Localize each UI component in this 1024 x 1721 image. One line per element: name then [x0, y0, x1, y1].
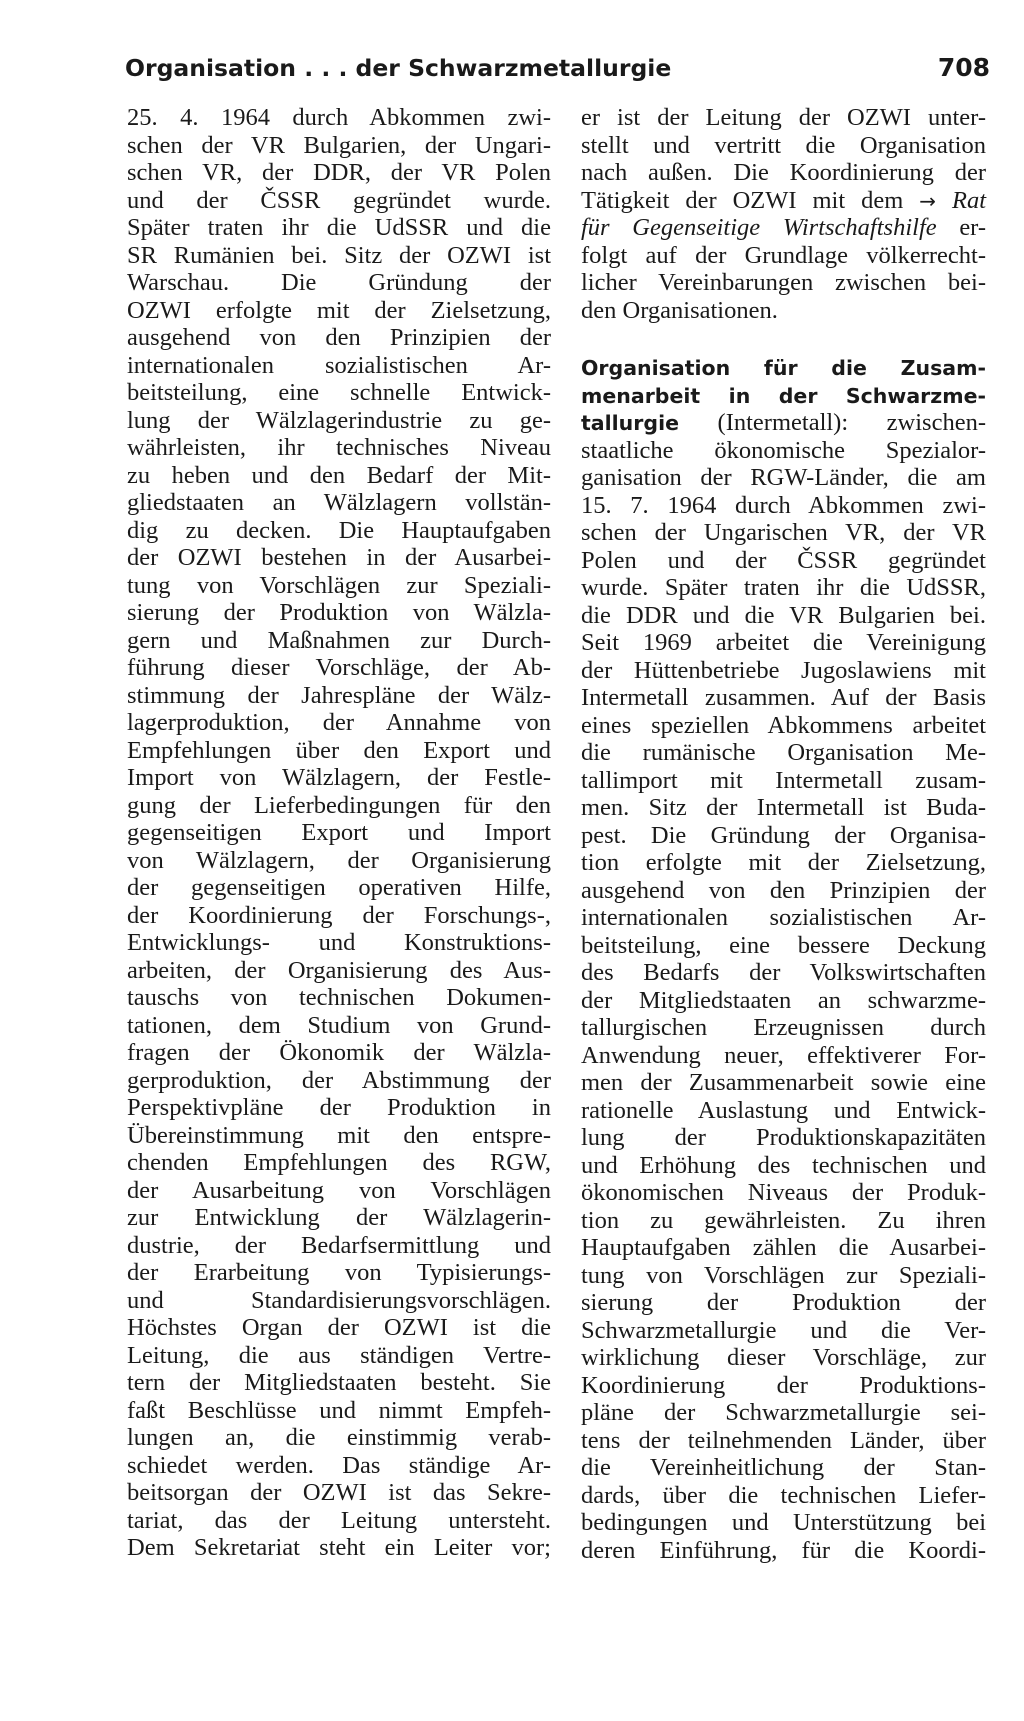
entry-headword-part-2: menarbeit in der Schwarzme- — [581, 383, 986, 408]
text-line: Anwendung neuer, effektiverer For- — [581, 1041, 986, 1069]
text-line: dig zu decken. Die Hauptaufgaben — [127, 516, 551, 544]
text-line: Import von Wälzlagern, der Festle- — [127, 764, 551, 791]
text-line: stellt und vertritt die Organisation — [581, 131, 986, 159]
crossref-tail-text: er- — [959, 214, 987, 241]
text-line: lungen an, die einstimmig verab- — [127, 1424, 551, 1451]
text-line: tung von Vorschlägen zur Speziali- — [581, 1261, 986, 1289]
text-line: Höchstes Organ der OZWI ist die — [127, 1314, 551, 1341]
text-line: sierung der Produktion der — [581, 1289, 986, 1316]
text-line: währleisten, ihr technisches Niveau — [127, 434, 551, 461]
text-line: sierung der Produktion von Wälzla- — [127, 599, 551, 626]
text-line: ausgehend von den Prinzipien der — [581, 876, 986, 904]
text-line: beitsorgan der OZWI ist das Sekre- — [127, 1479, 551, 1506]
text-line: fragen der Ökonomik der Wälzla- — [127, 1039, 551, 1066]
text-line: er ist der Leitung der OZWI unter- — [581, 104, 986, 131]
text-line: internationalen sozialistischen Ar- — [127, 351, 551, 379]
text-line: schiedet werden. Das ständige Ar- — [127, 1451, 551, 1479]
text-line: bedingungen und Unterstützung bei — [581, 1509, 986, 1536]
text-line: Empfehlungen über den Export und — [127, 736, 551, 764]
text-line: dustrie, der Bedarfsermittlung und — [127, 1231, 551, 1259]
text-line: men. Sitz der Intermetall ist Buda- — [581, 794, 986, 821]
text-line: Koordinierung der Produktions- — [581, 1371, 986, 1399]
crossref-lead-text: Tätigkeit der OZWI mit dem — [581, 186, 904, 214]
crossref-link-rgw[interactable]: für Gegenseitige Wirtschaftshilfe — [581, 214, 937, 241]
text-line: tallurgischen Erzeugnissen durch — [581, 1014, 986, 1041]
text-line: der OZWI bestehen in der Ausarbei- — [127, 544, 551, 571]
text-line: lung der Produktionskapazitäten — [581, 1124, 986, 1151]
text-line: Leitung, die aus ständigen Vertre- — [127, 1341, 551, 1369]
text-line: den Organisationen. — [581, 296, 778, 324]
text-line: von Wälzlagern, der Organisierung — [127, 846, 551, 874]
text-line: Schwarzmetallurgie und die Ver- — [581, 1316, 986, 1344]
text-line: licher Vereinbarungen zwischen bei- — [581, 269, 986, 296]
text-line: der Ausarbeitung von Vorschlägen — [127, 1176, 551, 1204]
text-line: Später traten ihr die UdSSR und die — [127, 214, 551, 241]
text-line: 25. 4. 1964 durch Abkommen zwi- — [127, 104, 551, 131]
text-line: beitsteilung, eine bessere Deckung — [581, 931, 986, 959]
text-line: und Erhöhung des technischen und — [581, 1151, 986, 1179]
text-line: und Standardisierungsvorschlägen. — [127, 1286, 551, 1314]
entry-headword-part-3: tallurgie — [581, 411, 679, 435]
right-column — [581, 104, 986, 1564]
text-line: tion erfolgte mit der Zielsetzung, — [581, 849, 986, 876]
text-line: Entwicklungs- und Konstruktions- — [127, 929, 551, 956]
entry-headword-line-3 — [581, 409, 986, 437]
text-line: schen der VR Bulgarien, der Ungari- — [127, 131, 551, 159]
crossref-line-2 — [581, 214, 986, 242]
text-line: pest. Die Gründung der Organisa- — [581, 821, 986, 849]
text-line: arbeiten, der Organisierung des Aus- — [127, 956, 551, 984]
text-line: der Koordinierung der Forschungs-, — [127, 901, 551, 929]
text-line: men der Zusammenarbeit sowie eine — [581, 1069, 986, 1096]
text-line: tallimport mit Intermetall zusam- — [581, 766, 986, 794]
text-line: tariat, das der Leitung untersteht. — [127, 1506, 551, 1534]
text-line: rationelle Auslastung und Entwick- — [581, 1096, 986, 1124]
crossref-line — [581, 187, 986, 215]
text-line: tationen, dem Studium von Grund- — [127, 1011, 551, 1039]
text-line: wurde. Später traten ihr die UdSSR, — [581, 574, 986, 601]
text-line: nach außen. Die Koordinierung der — [581, 159, 986, 186]
entry-abbreviation-text: (Intermetall): zwischen- — [717, 409, 987, 436]
text-line: tung von Vorschlägen zur Speziali- — [127, 571, 551, 599]
text-line: internationalen sozialistischen Ar- — [581, 904, 986, 931]
text-line: lagerproduktion, der Annahme von — [127, 709, 551, 736]
entry-separator — [581, 324, 986, 354]
text-line: Seit 1969 arbeitet die Vereinigung — [581, 629, 986, 656]
text-line: faßt Beschlüsse und nimmt Empfeh- — [127, 1396, 551, 1424]
text-line: Perspektivpläne der Produktion in — [127, 1094, 551, 1121]
text-line: staatliche ökonomische Spezialor- — [581, 436, 986, 464]
text-line: schen VR, der DDR, der VR Polen — [127, 159, 551, 186]
text-line: tion zu gewährleisten. Zu ihren — [581, 1206, 986, 1234]
text-line: der gegenseitigen operativen Hilfe, — [127, 874, 551, 901]
text-line: Intermetall zusammen. Auf der Basis — [581, 684, 986, 711]
text-line: führung dieser Vorschläge, der Ab- — [127, 654, 551, 681]
text-line: zu heben und den Bedarf der Mit- — [127, 461, 551, 489]
text-line: Polen und der ČSSR gegründet — [581, 546, 986, 574]
text-line: ausgehend von den Prinzipien der — [127, 324, 551, 351]
running-title: Organisation . . . der Schwarzmetallurgie — [125, 54, 672, 82]
entry-headword-part-1: Organisation für die Zusam- — [581, 356, 986, 380]
text-line: OZWI erfolgte mit der Zielsetzung, — [127, 296, 551, 324]
crossref-link-rat[interactable]: Rat — [951, 186, 987, 214]
left-column — [127, 104, 551, 1562]
text-line: chenden Empfehlungen des RGW, — [127, 1149, 551, 1176]
entry-headword-line-1 — [581, 354, 986, 382]
text-line: des Bedarfs der Volkswirtschaften — [581, 959, 986, 986]
text-line: Dem Sekretariat steht ein Leiter vor; — [127, 1534, 551, 1561]
text-line: tern der Mitgliedstaaten besteht. Sie — [127, 1369, 551, 1396]
text-line: 15. 7. 1964 durch Abkommen zwi- — [581, 491, 986, 519]
text-line: gern und Maßnahmen zur Durch- — [127, 626, 551, 654]
text-line: wirklichung dieser Vorschläge, zur — [581, 1344, 986, 1371]
text-line: tens der teilnehmenden Länder, über — [581, 1426, 986, 1454]
text-line: die Vereinheitlichung der Stan- — [581, 1454, 986, 1481]
text-line: die DDR und die VR Bulgarien bei. — [581, 601, 986, 629]
text-line: dards, über die technischen Liefer- — [581, 1481, 986, 1509]
text-line: der Erarbeitung von Typisierungs- — [127, 1259, 551, 1286]
crossref-arrow-icon: → — [919, 188, 937, 213]
text-line: folgt auf der Grundlage völkerrecht- — [581, 241, 986, 269]
text-line: der Hüttenbetriebe Jugoslawiens mit — [581, 656, 986, 684]
text-line: eines speziellen Abkommens arbeitet — [581, 711, 986, 739]
text-line: gung der Lieferbedingungen für den — [127, 791, 551, 819]
text-line: stimmung der Jahrespläne der Wälz- — [127, 681, 551, 709]
text-line: die rumänische Organisation Me- — [581, 739, 986, 766]
text-line: tauschs von technischen Dokumen- — [127, 984, 551, 1011]
text-line: Warschau. Die Gründung der — [127, 269, 551, 296]
text-line: gegenseitigen Export und Import — [127, 819, 551, 846]
text-line: Hauptaufgaben zählen die Ausarbei- — [581, 1234, 986, 1261]
text-line: zur Entwicklung der Wälzlagerin- — [127, 1204, 551, 1231]
page-number: 708 — [937, 53, 990, 82]
text-line: beitsteilung, eine schnelle Entwick- — [127, 379, 551, 406]
text-line: ökonomischen Niveaus der Produk- — [581, 1179, 986, 1206]
running-header — [125, 48, 990, 88]
text-line: gerproduktion, der Abstimmung der — [127, 1066, 551, 1094]
text-line: SR Rumänien bei. Sitz der OZWI ist — [127, 241, 551, 269]
text-line: Übereinstimmung mit den entspre- — [127, 1121, 551, 1149]
text-line: der Mitgliedstaaten an schwarzme- — [581, 986, 986, 1014]
text-line: deren Einführung, für die Koordi- — [581, 1536, 986, 1564]
text-line: pläne der Schwarzmetallurgie sei- — [581, 1399, 986, 1426]
text-line: gliedstaaten an Wälzlagern vollstän- — [127, 489, 551, 516]
text-line: ganisation der RGW-Länder, die am — [581, 464, 986, 491]
text-line: schen der Ungarischen VR, der VR — [581, 519, 986, 546]
entry-headword-line-2 — [581, 382, 986, 410]
text-line: und der ČSSR gegründet wurde. — [127, 186, 551, 214]
text-line: lung der Wälzlagerindustrie zu ge- — [127, 406, 551, 434]
